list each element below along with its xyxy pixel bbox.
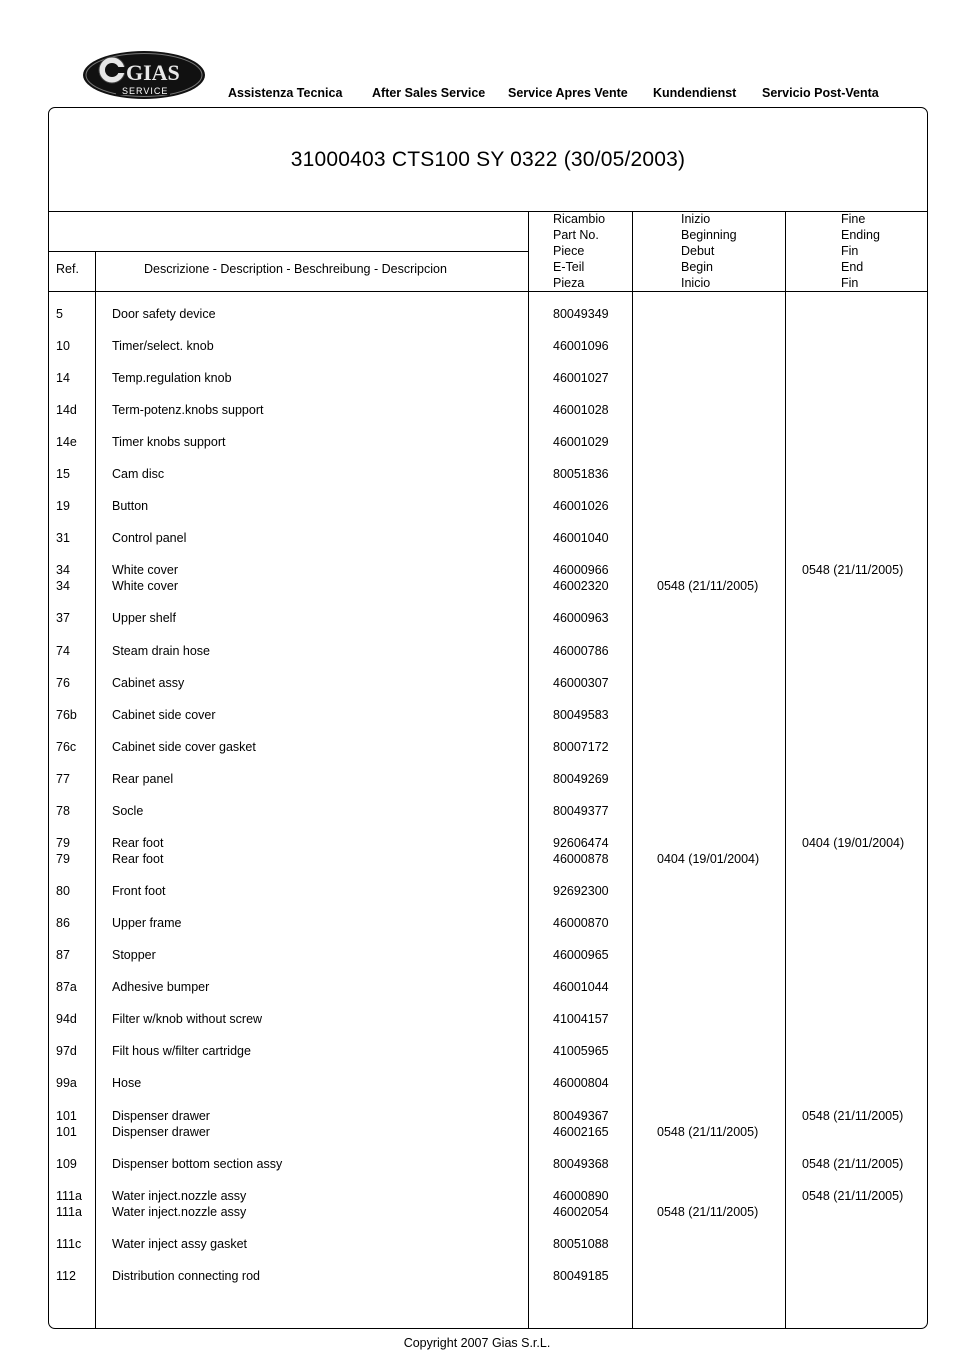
row-description: Dispenser drawer xyxy=(112,1109,210,1123)
row-ref: 76b xyxy=(56,708,77,722)
row-part-no: 80049185 xyxy=(553,1269,609,1283)
row-part-no: 80049349 xyxy=(553,307,609,321)
row-description: Hose xyxy=(112,1076,142,1090)
row-description: Water inject assy gasket xyxy=(112,1237,248,1251)
row-ref: 14 xyxy=(56,371,70,385)
svg-text:GIAS: GIAS xyxy=(126,60,180,85)
row-description: Front foot xyxy=(112,884,166,898)
row-ref: 34 xyxy=(56,579,70,593)
row-ending: 0548 (21/11/2005) xyxy=(802,1189,904,1203)
row-part-no: 46000786 xyxy=(553,644,609,658)
row-ref: 109 xyxy=(56,1157,77,1171)
row-part-no: 80049367 xyxy=(553,1109,609,1123)
header-link-after-sales: After Sales Service xyxy=(372,86,486,100)
row-ref: 101 xyxy=(56,1125,77,1139)
copyright-footer: Copyright 2007 Gias S.r.L. xyxy=(403,1336,551,1350)
row-beginning: 0548 (21/11/2005) xyxy=(657,579,759,593)
row-part-no: 46000890 xyxy=(553,1189,609,1203)
col-divider-desc xyxy=(528,211,529,1329)
header-link-servicio: Servicio Post-Venta xyxy=(762,86,879,100)
row-part-no: 80049377 xyxy=(553,804,609,818)
row-ending: 0548 (21/11/2005) xyxy=(802,1109,904,1123)
row-beginning: 0404 (19/01/2004) xyxy=(657,852,760,866)
row-part-no: 46000804 xyxy=(553,1076,609,1090)
row-part-no: 41004157 xyxy=(553,1012,609,1026)
header-part-no: Ricambio Part No. Piece E-Teil Pieza xyxy=(553,212,606,290)
header-bottom-divider xyxy=(48,291,928,292)
row-ref: 111c xyxy=(56,1237,82,1251)
row-part-no: 80051088 xyxy=(553,1237,609,1251)
row-description: Term-potenz.knobs support xyxy=(112,403,264,417)
row-description: Water inject.nozzle assy xyxy=(112,1205,247,1219)
row-description: Timer knobs support xyxy=(112,435,226,449)
col-divider-ref xyxy=(95,251,96,1329)
row-ending: 0404 (19/01/2004) xyxy=(802,836,905,850)
row-ref: 101 xyxy=(56,1109,77,1123)
header-mid-divider xyxy=(48,251,529,252)
col-divider-begin xyxy=(785,211,786,1329)
row-ref: 19 xyxy=(56,499,70,513)
header-beginning: Inizio Beginning Debut Begin Inicio xyxy=(681,212,737,290)
row-ref: 14e xyxy=(56,435,77,449)
row-ref: 87 xyxy=(56,948,70,962)
row-ref: 80 xyxy=(56,884,70,898)
page-title: 31000403 CTS100 SY 0322 (30/05/2003) xyxy=(290,148,686,171)
header-description: Descrizione - Description - Beschreibung - Descripcion xyxy=(144,262,447,276)
row-description: White cover xyxy=(112,563,178,577)
row-ref: 10 xyxy=(56,339,70,353)
row-description: Button xyxy=(112,499,149,513)
row-ending: 0548 (21/11/2005) xyxy=(802,563,904,577)
row-ending: 0548 (21/11/2005) xyxy=(802,1157,904,1171)
row-description: Cabinet assy xyxy=(112,676,185,690)
row-part-no: 41005965 xyxy=(553,1044,609,1058)
row-part-no: 46000965 xyxy=(553,948,609,962)
row-part-no: 92606474 xyxy=(553,836,609,850)
row-part-no: 46001040 xyxy=(553,531,609,545)
row-ref: 74 xyxy=(56,644,70,658)
row-description: Dispenser bottom section assy xyxy=(112,1157,283,1171)
header-link-service-apres: Service Apres Vente xyxy=(508,86,628,100)
row-ref: 5 xyxy=(56,307,63,321)
row-part-no: 46001029 xyxy=(553,435,609,449)
row-description: Rear panel xyxy=(112,772,174,786)
row-description: Upper shelf xyxy=(112,611,176,625)
row-ref: 99a xyxy=(56,1076,77,1090)
row-ref: 87a xyxy=(56,980,77,994)
row-part-no: 46000963 xyxy=(553,611,609,625)
row-description: Water inject.nozzle assy xyxy=(112,1189,247,1203)
row-part-no: 46002320 xyxy=(553,579,609,593)
row-description: Socle xyxy=(112,804,144,818)
row-ref: 31 xyxy=(56,531,70,545)
row-ref: 97d xyxy=(56,1044,77,1058)
row-description: Stopper xyxy=(112,948,156,962)
row-ref: 37 xyxy=(56,611,70,625)
row-description: Temp.regulation knob xyxy=(112,371,232,385)
row-part-no: 80049368 xyxy=(553,1157,609,1171)
row-part-no: 46002054 xyxy=(553,1205,609,1219)
row-ref: 111a xyxy=(56,1205,82,1219)
row-ref: 15 xyxy=(56,467,70,481)
row-ref: 76 xyxy=(56,676,70,690)
row-description: Adhesive bumper xyxy=(112,980,210,994)
row-part-no: 80007172 xyxy=(553,740,609,754)
row-description: Rear foot xyxy=(112,836,164,850)
row-description: Control panel xyxy=(112,531,187,545)
row-part-no: 46000307 xyxy=(553,676,609,690)
header-ref: Ref. xyxy=(56,262,79,276)
row-part-no: 46001026 xyxy=(553,499,609,513)
row-part-no: 46001096 xyxy=(553,339,609,353)
row-part-no: 80049583 xyxy=(553,708,609,722)
row-part-no: 92692300 xyxy=(553,884,609,898)
row-ref: 76c xyxy=(56,740,77,754)
row-ref: 111a xyxy=(56,1189,82,1203)
row-ref: 34 xyxy=(56,563,70,577)
row-beginning: 0548 (21/11/2005) xyxy=(657,1125,759,1139)
row-ref: 79 xyxy=(56,852,70,866)
row-part-no: 46001044 xyxy=(553,980,609,994)
row-part-no: 46000878 xyxy=(553,852,609,866)
row-description: Filter w/knob without screw xyxy=(112,1012,263,1026)
row-part-no: 46001028 xyxy=(553,403,609,417)
row-ref: 14d xyxy=(56,403,77,417)
row-description: Upper frame xyxy=(112,916,182,930)
row-description: Distribution connecting rod xyxy=(112,1269,260,1283)
row-part-no: 46001027 xyxy=(553,371,609,385)
row-description: Cam disc xyxy=(112,467,165,481)
row-ref: 94d xyxy=(56,1012,77,1026)
row-description: Cabinet side cover gasket xyxy=(112,740,256,754)
row-description: Steam drain hose xyxy=(112,644,210,658)
row-description: Cabinet side cover xyxy=(112,708,216,722)
title-divider xyxy=(48,211,928,212)
col-divider-part xyxy=(632,211,633,1329)
header-link-assistenza: Assistenza Tecnica xyxy=(228,86,343,100)
row-ref: 79 xyxy=(56,836,70,850)
row-ref: 86 xyxy=(56,916,70,930)
gias-service-logo xyxy=(82,50,206,100)
row-part-no: 46002165 xyxy=(553,1125,609,1139)
row-ref: 77 xyxy=(56,772,70,786)
row-part-no: 80049269 xyxy=(553,772,609,786)
row-part-no: 80051836 xyxy=(553,467,609,481)
header-ending: Fine Ending Fin End Fin xyxy=(841,212,880,290)
row-description: Dispenser drawer xyxy=(112,1125,210,1139)
row-description: Door safety device xyxy=(112,307,216,321)
svg-text:SERVICE: SERVICE xyxy=(122,86,169,96)
row-ref: 112 xyxy=(56,1269,76,1283)
row-part-no: 46000870 xyxy=(553,916,609,930)
row-description: White cover xyxy=(112,579,178,593)
header-link-kundendienst: Kundendienst xyxy=(653,86,737,100)
row-ref: 78 xyxy=(56,804,70,818)
row-description: Filt hous w/filter cartridge xyxy=(112,1044,251,1058)
row-beginning: 0548 (21/11/2005) xyxy=(657,1205,759,1219)
row-part-no: 46000966 xyxy=(553,563,609,577)
row-description: Rear foot xyxy=(112,852,164,866)
row-description: Timer/select. knob xyxy=(112,339,214,353)
